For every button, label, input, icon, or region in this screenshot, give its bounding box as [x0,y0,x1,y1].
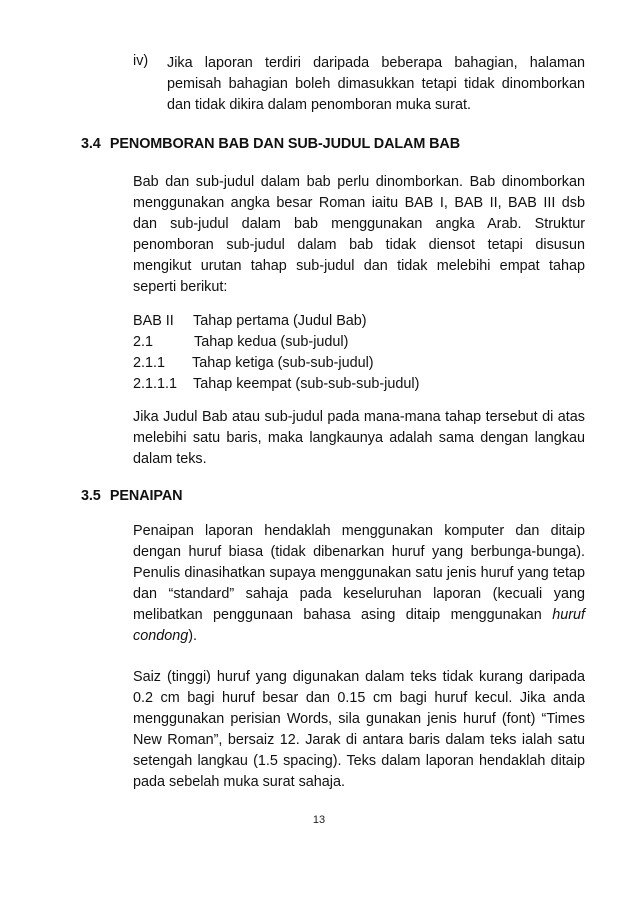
section-title: PENOMBORAN BAB DAN SUB-JUDUL DALAM BAB [109,136,461,152]
structure-description: Tahap ketiga (sub-sub-judul) [192,355,374,371]
paragraph-text: ). [188,628,198,644]
section-number: 3.5 [81,488,101,504]
structure-row [133,374,585,395]
structure-level: 2.1.1 [133,355,166,371]
list-item-text: Jika laporan terdiri daripada beberapa bahagian, halaman pemisah bahagian boleh dimasukkan tetapi tidak dinomborkan dan tidak dikira dalam penomboran muka surat. [167,55,585,113]
paragraph-text: Penaipan laporan hendaklah menggunakan komputer dan ditaip dengan huruf biasa (tidak dibenarkan huruf yang berbunga-bunga). Penulis dinasihatkan supaya menggunakan satu jenis huruf yang tetap dan “standard” sahaja pada keseluruhan laporan (kecuali yang melibatkan penggunaan bahasa asing ditaip menggunakan [133,523,585,623]
page-number: 13 [312,814,326,826]
structure-description: Tahap pertama (Judul Bab) [193,313,367,329]
structure-level: BAB II [133,313,174,329]
structure-row [133,332,585,353]
paragraph-font-size: Saiz (tinggi) huruf yang digunakan dalam teks tidak kurang daripada 0.2 cm bagi huruf besar dan 0.15 cm bagi huruf kecul. Jika anda menggunakan perisian Words, sila gunakan jenis huruf (font) “Times New Roman”, bersaiz 12. Jarak di antara baris dalam teks ialah satu setengah langkau (1.5 spacing). Teks dalam laporan hendaklah ditaip pada sebelah muka surat sahaja. [133,669,585,790]
italic-text: huruf condong [133,607,585,644]
numbering-structure-list [133,311,585,395]
paragraph-numbering-intro: Bab dan sub-judul dalam bab perlu dinomborkan. Bab dinomborkan menggunakan angka besar Roman iaitu BAB I, BAB II, BAB III dsb dan sub-judul dalam bab menggunakan angka Arab. Struktur penomboran sub-judul dalam bab tidak diensot tetapi disusun mengikut urutan tahap sub-judul dan tidak melebihi empat tahap seperti berikut: [133,174,585,295]
structure-row [133,311,585,332]
list-marker: iv) [133,53,149,69]
structure-row [133,353,585,374]
section-heading-3-4 [81,136,460,152]
section-heading-3-5 [81,488,182,504]
structure-description: Tahap kedua (sub-judul) [194,334,349,350]
paragraph-multiline-headings: Jika Judul Bab atau sub-judul pada mana-mana tahap tersebut di atas melebihi satu baris, maka langkaunya adalah sama dengan langkau dalam teks. [133,409,585,467]
structure-level: 2.1 [133,334,154,350]
paragraph-typing-requirements [133,521,585,647]
structure-level: 2.1.1.1 [133,376,178,392]
section-title: PENAIPAN [109,488,183,504]
structure-description: Tahap keempat (sub-sub-sub-judul) [193,376,420,392]
section-number: 3.4 [81,136,101,152]
